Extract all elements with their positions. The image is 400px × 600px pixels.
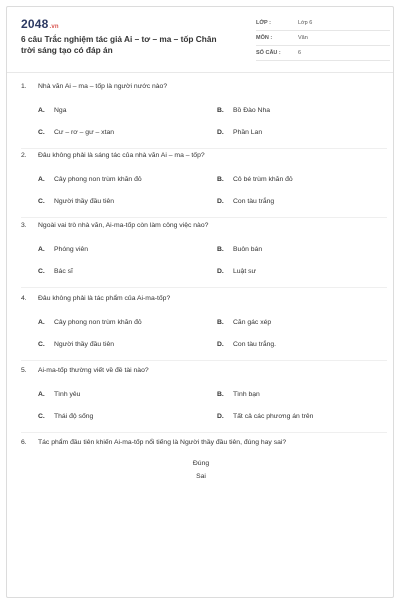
- answer-option-d[interactable]: [217, 268, 256, 275]
- question-3: [21, 222, 387, 275]
- option-letter: D.: [217, 268, 224, 275]
- question-text: Nhà văn Ai – ma – tốp là người nước nào?: [38, 83, 168, 90]
- question-1: [21, 83, 387, 136]
- answer-option-b[interactable]: [217, 246, 262, 253]
- answer-option-a[interactable]: [38, 176, 142, 183]
- meta-value: Văn: [298, 35, 308, 41]
- option-text: Cây phong non trùm khăn đỏ: [54, 176, 142, 183]
- option-text: Tình yêu: [54, 391, 81, 398]
- question-separator: [21, 360, 387, 361]
- question-number: 2.: [21, 152, 27, 159]
- question-6: [21, 439, 387, 451]
- answer-option-d[interactable]: [217, 129, 262, 136]
- question-number: 3.: [21, 222, 27, 229]
- question-separator: [21, 217, 387, 218]
- option-text: Cô bé trùm khăn đỏ: [233, 176, 293, 183]
- question-number: 5.: [21, 367, 27, 374]
- question-heading: [21, 439, 387, 451]
- option-text: Nga: [54, 107, 67, 114]
- question-separator: [21, 287, 387, 288]
- answer-option-b[interactable]: [217, 176, 293, 183]
- answer-option-true[interactable]: Đúng: [192, 460, 210, 467]
- meta-value: 6: [298, 50, 302, 56]
- option-letter: D.: [217, 129, 224, 136]
- option-letter: A.: [38, 319, 45, 326]
- question-separator: [21, 148, 387, 149]
- question-text: Ai-ma-tốp thường viết về đề tài nào?: [38, 367, 149, 374]
- option-text: Tất cả các phương án trên: [233, 413, 314, 420]
- option-letter: D.: [217, 341, 224, 348]
- question-5: [21, 367, 387, 420]
- logo-main: 2048: [21, 17, 49, 31]
- option-letter: C.: [38, 268, 45, 275]
- question-number: 1.: [21, 83, 27, 90]
- answer-option-d[interactable]: [217, 413, 313, 420]
- meta-row-count: [256, 49, 390, 61]
- option-text: Con tàu trắng.: [233, 341, 277, 348]
- meta-row-grade: [256, 19, 390, 31]
- option-text: Người thầy đầu tiên: [54, 341, 115, 348]
- question-separator: [21, 432, 387, 433]
- meta-info: [256, 19, 390, 64]
- question-heading: [21, 222, 387, 234]
- option-text: Cư – rơ – gư – xtan: [54, 129, 115, 136]
- option-text: Luật sư: [233, 268, 257, 275]
- answer-option-a[interactable]: [38, 107, 66, 114]
- question-text: Đâu không phải là sáng tác của nhà văn Ai – ma – tốp?: [38, 152, 205, 159]
- question-heading: [21, 152, 387, 164]
- option-letter: C.: [38, 198, 45, 205]
- answer-option-d[interactable]: [217, 198, 274, 205]
- option-text: Phóng viên: [54, 246, 89, 253]
- worksheet-page: [6, 6, 394, 598]
- option-text: Người thầy đầu tiên: [54, 198, 115, 205]
- answer-option-a[interactable]: [38, 246, 88, 253]
- worksheet-header: [21, 17, 387, 69]
- answer-option-c[interactable]: [38, 341, 114, 348]
- question-heading: [21, 367, 387, 379]
- logo-domain: .vn: [49, 24, 59, 30]
- option-text: Bồ Đào Nha: [233, 107, 271, 114]
- meta-label: MÔN :: [256, 35, 273, 41]
- answer-option-d[interactable]: [217, 341, 276, 348]
- option-text: Cây phong non trùm khăn đỏ: [54, 319, 142, 326]
- meta-label: LỚP :: [256, 20, 271, 26]
- option-letter: B.: [217, 391, 224, 398]
- question-number: 6.: [21, 439, 27, 446]
- meta-label: SỐ CÂU :: [256, 50, 281, 56]
- option-letter: D.: [217, 198, 224, 205]
- site-logo[interactable]: [21, 17, 59, 31]
- option-letter: B.: [217, 176, 224, 183]
- option-letter: A.: [38, 107, 45, 114]
- option-text: Phần Lan: [233, 129, 263, 136]
- option-letter: A.: [38, 391, 45, 398]
- option-text: Thái độ sống: [54, 413, 94, 420]
- answer-option-b[interactable]: [217, 391, 260, 398]
- meta-value: Lớp 6: [298, 20, 313, 26]
- option-letter: C.: [38, 413, 45, 420]
- option-text: Bác sĩ: [54, 268, 73, 275]
- option-text: Buôn bán: [233, 246, 263, 253]
- question-heading: [21, 295, 387, 307]
- answer-option-c[interactable]: [38, 129, 114, 136]
- answer-option-a[interactable]: [38, 391, 80, 398]
- question-number: 4.: [21, 295, 27, 302]
- option-letter: C.: [38, 341, 45, 348]
- option-letter: A.: [38, 246, 45, 253]
- meta-row-subject: [256, 34, 390, 46]
- question-heading: [21, 83, 387, 95]
- answer-option-false[interactable]: Sai: [196, 473, 206, 480]
- option-text: Tình bạn: [233, 391, 260, 398]
- option-letter: B.: [217, 246, 224, 253]
- option-letter: C.: [38, 129, 45, 136]
- option-text: Con tàu trắng: [233, 198, 275, 205]
- option-letter: A.: [38, 176, 45, 183]
- question-2: [21, 152, 387, 205]
- answer-option-c[interactable]: [38, 413, 93, 420]
- answer-option-a[interactable]: [38, 319, 142, 326]
- question-text: Ngoài vai trò nhà văn, Ai-ma-tốp còn làm công việc nào?: [38, 222, 209, 229]
- question-4: [21, 295, 387, 348]
- question-text: Tác phẩm đầu tiên khiến Ai-ma-tốp nổi tiếng là Người thầy đầu tiên, đúng hay sai?: [38, 439, 287, 446]
- option-letter: B.: [217, 107, 224, 114]
- header-divider: [7, 72, 393, 73]
- option-text: Căn gác xép: [233, 319, 272, 326]
- question-text: Đâu không phải là tác phẩm của Ai-ma-tốp?: [38, 295, 171, 302]
- option-letter: B.: [217, 319, 224, 326]
- option-letter: D.: [217, 413, 224, 420]
- answer-option-b[interactable]: [217, 319, 271, 326]
- answer-option-c[interactable]: [38, 268, 73, 275]
- answer-option-b[interactable]: [217, 107, 270, 114]
- document-title: 6 câu Trắc nghiệm tác giả Ai – tơ – ma – tốp Chân trời sáng tạo có đáp án: [21, 34, 217, 55]
- answer-option-c[interactable]: [38, 198, 114, 205]
